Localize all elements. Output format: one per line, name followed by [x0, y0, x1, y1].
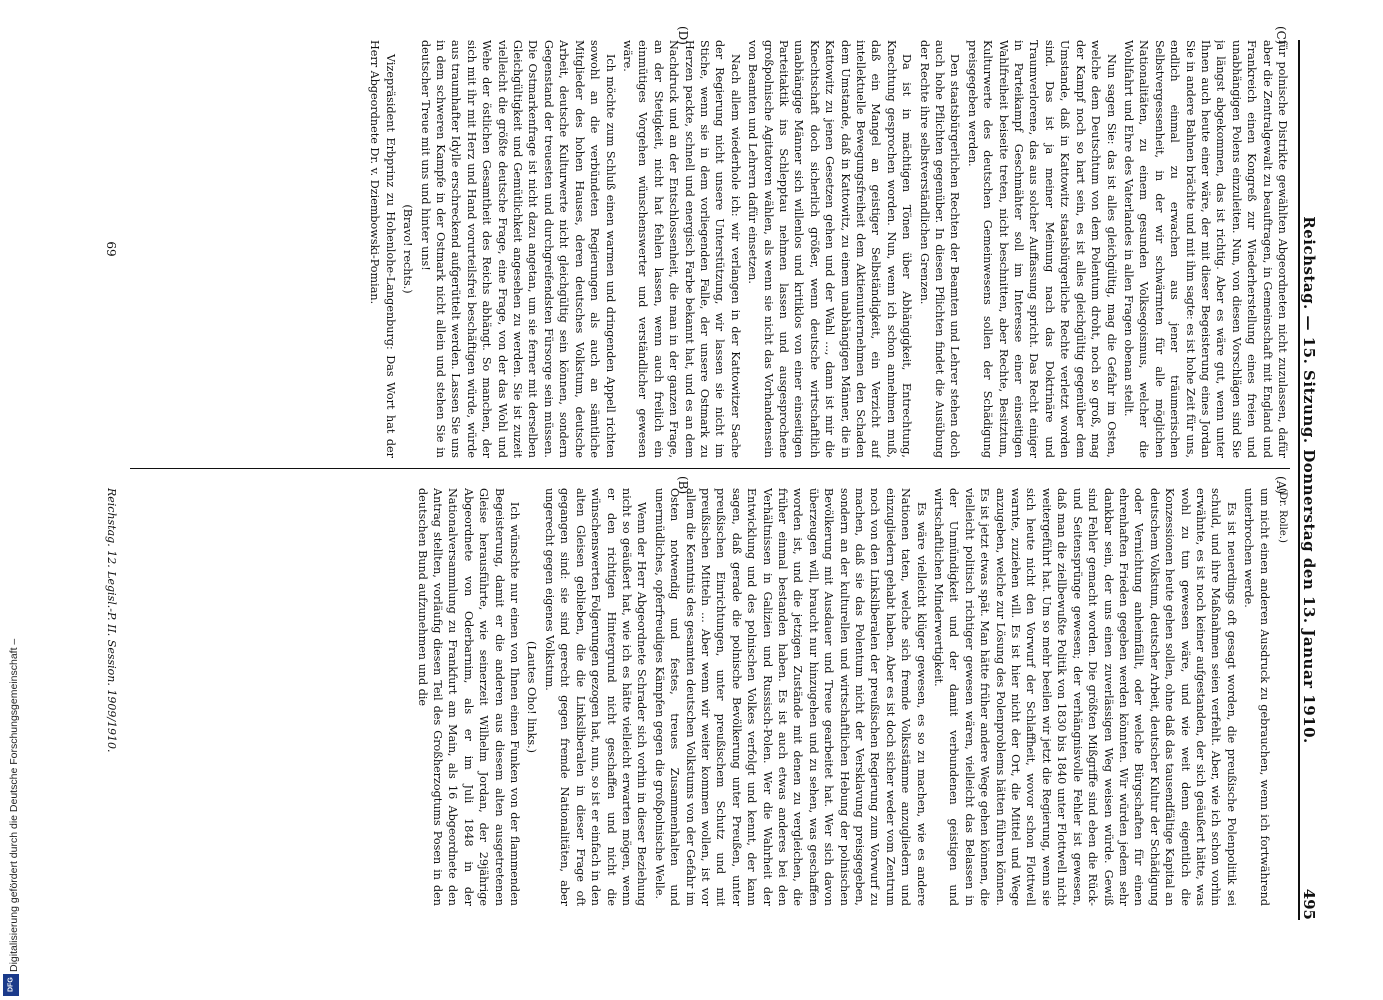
margin-letter-d: (D) — [676, 26, 690, 45]
margin-letter-a: (A) — [1274, 476, 1288, 495]
dfg-logo-icon: DFG — [3, 974, 19, 996]
paragraph: um nicht einen anderen Ausdruck zu gebrauchen, wenn ich fortwährend unterbrochen werde. — [1242, 488, 1271, 906]
paragraph: für polnische Distrikte gewählten Abgeordneten nicht zuzulassen, dafür aber die Zentralgewalt zu beauftragen, in Gemeinschaft mit England und Frankreich einen Kongreß zur Wiederherstellung eines freien und unabhängigen Polens einzuleiten. Nun, von diesen Vorschlägen sind Sie ja längst abgekommen, das ist richtig. Aber es wäre gut, wenn unter Ihnen auch heute einer wäre, der mit dieser Begeisterung eines Jordan Sie in andere Bahnen brächte und mit ihm sagte: es ist hohe Zeit für uns, endlich einmal zu erwachen aus jener träumerischen Selbstvergessenheit, in der wir schwärmten für alle möglichen Nationalitäten, zu einem gesunden Volksegoismus, welcher die Wohlfahrt und Ehre des Vaterlandes in allen Fragen obenan stellt. — [1121, 40, 1289, 458]
paragraph: Nun sagen Sie: das ist alles gleichgültig, mag die Gefahr im Osten, welche dem Deutschtum von dem Polentum droht, noch so groß, mag der Kampf noch so hart sein, es ist alles gleichgültig gegenüber dem Umstande, daß in Kattowitz staatsbürgerliche Rechte verletzt worden sind. Das ist ja meiner Meinung nach das Doktrinäre und Traumverlorene, das aus solcher Auffassung spricht. Das Recht einiger in Parteikampf Geschmähter soll im Interesse einer einseitigen Wahlfreiheit beiseite treten, nicht beschnitten, aber Rechte, Besitztum, Kulturwerte des deutschen Gemeinwesens sollen der Schädigung preisgegeben werden. — [965, 40, 1118, 458]
interjection: (Bravo! rechts.) — [401, 204, 415, 294]
paragraph: Den staatsbürgerlichen Rechten der Beamten und Lehrer stehen doch auch hohe Pflichten gegenüber. In diesen Pflichten findet die Ausübung der Rechte ihre selbstverständlichen Grenzen. — [917, 40, 962, 458]
paragraph: Ich möchte zum Schluß einen warmen und dringenden Appell richten sowohl an die verbündeten Regierungen als auch an sämtliche Mitglieder des hohen Hauses, deren deutsches Volkstum, deutsche Arbeit, deutsche Kulturwerte nicht gleichgültig sein können, sondern Gegenstand der treuesten und durchgreifendsten Fürsorge sein müssen. Die Ostmarkenfrage ist nicht dazu angetan, um sie ferner mit derselben Gleichgültigkeit und Gemütlichkeit angesehen zu werden. Sie ist zuzeit vielleicht die größte deutsche Frage, eine Frage, von der das Wohl und Wehe der östlichen Gesamtheit des Reichs abhängt. So manchen, der sich mit ihr mit Herz und Hand vorurteilsfrei beschäftigen würde, würde aus traumhafter Idylle erschreckend aufgerüttelt werden. Lassen Sie uns in dem schweren Kampfe in der Ostmark nicht allein und stehen Sie in deutscher Treue mit uns und hinter uns! — [418, 40, 617, 458]
interjection: (Lautes Oho! links.) — [525, 640, 539, 754]
paragraph: Nach allem wiederhole ich: wir verlangen in der Kattowitzer Sache der Regierung nicht unsere Unterstützung, wir lassen sie nicht im Stiche, wenn sie in dem vorliegenden Falle, der unsere Ostmark zu Herzen packte, schnell und energisch Farbe bekannt hat, und es an dem Nachdruck und an der Entschlossenheit, die man in der ganzen Frage, an der Stetigkeit, nicht hat fehlen lassen, wenn auch freilich ein einmütiges Vorgehen wünschenswerter und verständlicher gewesen wäre. — [620, 40, 742, 458]
margin-letter-c: (C) — [1274, 26, 1288, 45]
speaker-tag: (Dr. Rolle.) — [1277, 488, 1288, 543]
credit-text: Digitalisierung gefördert durch die Deutsche Forschungsgemeinschaft – — [8, 638, 20, 972]
paragraph: Es wäre vielleicht klüger gewesen, es so zu machen, wie es andere Nationen taten, welche sich fremde Volksstämme anzugliedern und einzugliedern gehabt haben. Aber es ist doch sicher weder vom Zentrum noch von den Linksliberalen der preußischen Regierung zum Vorwurf zu machen, daß sie das Polentum nicht der Versklavung preisgegeben, sondern an der kulturellen und wirtschaftlichen Hebung der polnischen Bevölkerung mit Ausdauer und Treue gearbeitet hat. Wer sich davon überzeugen will, braucht nur hinzugehen und zu sehen, was geschaffen worden ist, und die jetzigen Zustände mit denen zu vergleichen, die früher einmal bestanden haben. Es ist auch etwas anderes bei den Verhältnissen in Galizien und Russisch-Polen. Wer die Wahrheit der Entwicklung und des polnischen Volkes verfolgt und kennt, der kann sagen, daß gerade die polnische Bevölkerung unter Preußen, unter preußischen Einrichtungen, unter preußischem Schutz und mit preußischen Mitteln ... Aber wenn wir weiter kommen wollen, ist vor allem die Kenntnis des gesamten deutschen Volkstums von der Gefahr im Osten notwendig und festes, treues Zusammenhalten und unermüdliches, opferfreudiges Kämpfen gegen die großpolnische Welle. — [652, 488, 928, 906]
speaker-paragraph: Vizepräsident Erbprinz zu Hohenlohe-Langenburg: Das Wort hat der Herr Abgeordnete Dr. v. Dziembowski-Pomian. — [368, 40, 397, 458]
footer-session: Reichstag. 12. Legisl.-P. II. Session. 1909/1910. — [105, 488, 118, 753]
page-content — [70, 26, 1330, 920]
digitization-credit — [0, 0, 24, 1000]
left-column — [130, 488, 1290, 906]
page-title: Reichstag. — 15. Sitzung. Donnerstag den 13. Januar 1910. — [1300, 216, 1318, 744]
page-footer — [105, 488, 118, 906]
paragraph: Wenn der Herr Abgeordnete Schrader sich vorhin in dieser Beziehung nicht so geäußert hat, wie ich es hätte vielleicht erwarten mögen, wenn er den richtigen Hintergrund nicht geschaffen und nicht die wünschenswerten Folgerungen gezogen hat, nun, so ist er einfach in den alten Gleisen geblieben, die die Linksliberalen in dieser Frage oft gegangen sind: sie sind gerecht gegen fremde Nationalitäten, aber ungerecht gegen eigenes Volkstum. — [542, 488, 649, 906]
right-column — [130, 40, 1290, 458]
paragraph: Da ist in mächtigen Tönen über Abhängigkeit, Entrechtung, Knechtung gesprochen worden. Nun, wenn ich schon annehmen muß, daß ein Mangel an geistiger Selbständigkeit, ein Verzicht auf intellektuelle Bewegungsfreiheit dem Aktienunternehmen den Schaden dem Umstande, daß in Kattowitz, zu einem unabhängigen Männer, die in Kattowitz zu jenen Gesetzen gehen und der Wahl ..., dann ist mir die Knechtschaft doch sicherlich größer, wenn deutsche wirtschaftlich unabhängige Männer sich willenlos und kritiklos von einer einseitigen Parteitaktik ins Schlepptau nehmen lassen und ausgesprochene großpolnische Agitatoren wählen, als wenn sie nicht das Vorhandensein von Beamten und Lehrern dafür einsetzen. — [746, 40, 914, 458]
page-header — [1298, 40, 1330, 920]
column-divider — [130, 468, 1290, 469]
footer-page-number: 69 — [104, 241, 118, 257]
paragraph: Es ist neuerdings oft gesagt worden, die preußische Polenpolitik sei schuld, und ihre Maßnahmen seien verfehlt. Aber, wie ich schon vorhin erwähnte, es ist noch keiner aufgestanden, der sich geäußert hätte, was wohl zu tun gewesen wäre, und wie weit denn eigentlich die Konzessionen heute gehen sollen, ohne daß das tausendfältige Kapital an deutschem Volkstum, deutscher Arbeit, deutscher Kultur der Schädigung oder Vernichtung anheimfällt, oder welche Bürgschaften für einen ehrenhaften Frieden gegeben werden könnten. Wir würden jedem sehr dankbar sein, der uns einen zuverlässigen Weg weisen würde. Gewiß sind Fehler gemacht worden. Die größten Mißgriffe sind eben die Rück- und Seitensprünge gewesen; der verhängnisvolle Fehler ist gewesen, daß man die ziellbewußte Politik von 1830 bis 1840 unter Flottwell nicht weitergeführt hat. Um so mehr beeilen wir jetzt die Regierung, wenn sie sich heute nicht den Vorwurf der Schlaffheit, wovor schon Flottwell warnte, zuziehen will. Es ist hier nicht der Ort, die Mittel und Wege anzugeben, welche zur Lösung des Polenproblems hätten führen können. Es ist jetzt etwas spät. Man hätte früher andere Wege gehen können, die vielleicht politisch richtiger gewesen wären, vielleicht das Belassen in der Unmündigkeit und der damit verbundenen geistigen und wirtschaftlichen Minderwertigkeit. — [932, 488, 1238, 906]
margin-letter-b: (B) — [676, 476, 690, 495]
page-number: 495 — [1300, 888, 1318, 920]
paragraph: Ich wünschte nur einen von Ihnen einen Funken von der flammenden Begeisterung, damit er die anderen aus diesem alten ausgetretenen Gleise herausführte, wie seinerzeit Wilhelm Jordan, der 29jährige Abgeordnete von Oderbarnim, als er im Juli 1848 in der Nationalversammlung zu Frankfurt am Main, als 16 Abgeordnete den Antrag stellten, vorläufig diesen Teil des Großherzogtums Posen in den deutschen Bund aufzunehmen und die — [415, 488, 522, 906]
